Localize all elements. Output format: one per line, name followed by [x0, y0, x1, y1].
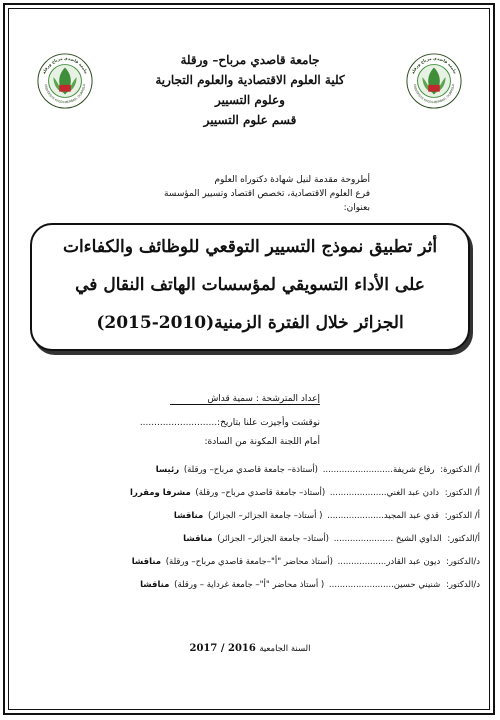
member-position: (أستاذ محاضر "أ"–جامعة قاصدي مرباح– ورقلة)	[165, 557, 333, 567]
member-role: مشرفا ومقررا	[130, 488, 191, 498]
logo-arabic-text: جامعة قاصدي مرباح ورقلة	[41, 55, 89, 75]
member-title: أ/ الدكتورة:	[440, 465, 480, 475]
member-name: دادن عبد الغني.....................	[329, 488, 439, 498]
member-position: (أستاذة– جامعة قاصدي مرباح– ورقلة)	[183, 465, 318, 475]
member-title: أ/ الدكتور:	[444, 511, 480, 521]
member-title: د/الدكتور:	[445, 580, 480, 590]
member-title: د/الدكتور:	[445, 557, 480, 567]
thesis-intro	[140, 173, 370, 215]
committee-member	[18, 505, 480, 528]
member-name: شنيني حسين........................	[328, 580, 441, 590]
institution-header	[140, 50, 360, 130]
member-name: الداوي الشيخ ......................	[333, 534, 442, 544]
title-label: بعنوان:	[343, 203, 370, 213]
thesis-type: أطروحة مقدمة لنيل شهادة دكتوراه العلوم	[214, 175, 370, 185]
committee-member	[18, 528, 480, 551]
committee-list	[18, 459, 480, 597]
member-title: أ/ الدكتور:	[444, 488, 480, 498]
member-name: ديون عبد القادر..................	[337, 557, 441, 567]
member-name: رفاع شريفة..........................	[322, 465, 435, 475]
committee-member	[18, 482, 480, 505]
member-role: مناقشا	[131, 557, 162, 567]
university-logo-right	[405, 52, 463, 110]
defense-date: نوقشت وأجيزت علنا بتاريخ:...........................	[139, 418, 320, 428]
thesis-title-line-3: الجزائر خلال الفترة الزمنية(2010-2015)	[96, 313, 404, 333]
member-role: رئيسا	[155, 465, 180, 475]
member-position: (أستاذ– جامعة الجزائر– الجزائر)	[217, 534, 329, 544]
faculty-name: كلية العلوم الاقتصادية والعلوم التجارية	[155, 73, 345, 87]
thesis-title-line-1: أثر تطبيق نموذج التسيير التوقعي للوظائف والكفاءات	[62, 237, 438, 257]
academic-year-value: 2016 / 2017	[189, 643, 256, 654]
member-role: مناقشا	[183, 534, 213, 544]
logo-latin-text: UNIVERSITE KASDI-MERBAH, OUARGLA	[43, 83, 87, 105]
candidate-name: إعداد المترشحة : سمية قداش	[170, 394, 320, 405]
thesis-branch: فرع العلوم الاقتصادية، تخصص اقتصاد وتسيير المؤسسة	[163, 189, 370, 199]
academic-year-label: السنة الجامعية	[259, 644, 311, 654]
committee-member	[18, 459, 480, 482]
logo-arabic-text: جامعة قاصدي مرباح ورقلة	[410, 55, 458, 75]
committee-member	[18, 574, 480, 597]
member-name: قدي عبد المجيد.....................	[327, 511, 439, 521]
member-role: مناقشا	[140, 580, 170, 590]
department-name: قسم علوم التسيير	[203, 113, 297, 127]
university-logo-left	[36, 52, 94, 110]
committee-member	[18, 551, 480, 574]
thesis-title-line-2: على الأداء التسويقي لمؤسسات الهاتف النقال في	[75, 275, 425, 295]
committee-heading: أمام اللجنة المكونة من السادة:	[204, 437, 320, 447]
academic-year	[150, 643, 350, 654]
faculty-name-continued: وعلوم التسيير	[215, 93, 285, 107]
member-role: مناقشا	[173, 511, 204, 521]
thesis-title	[30, 228, 470, 342]
logo-latin-text: UNIVERSITE KASDI-MERBAH, OUARGLA	[412, 83, 456, 105]
member-position: ( أستاذ محاضر "أ"– جامعة غرداية – ورقلة)	[174, 580, 325, 590]
member-position: (أستاذ– جامعة قاصدي مرباح– ورقلة)	[195, 488, 326, 498]
member-title: أ/الدكتور:	[447, 534, 480, 544]
member-position: ( أستاذ– جامعة الجزائر– الجزائر)	[207, 511, 323, 521]
university-name: جامعة قاصدي مرباح– ورقلة	[180, 53, 320, 67]
